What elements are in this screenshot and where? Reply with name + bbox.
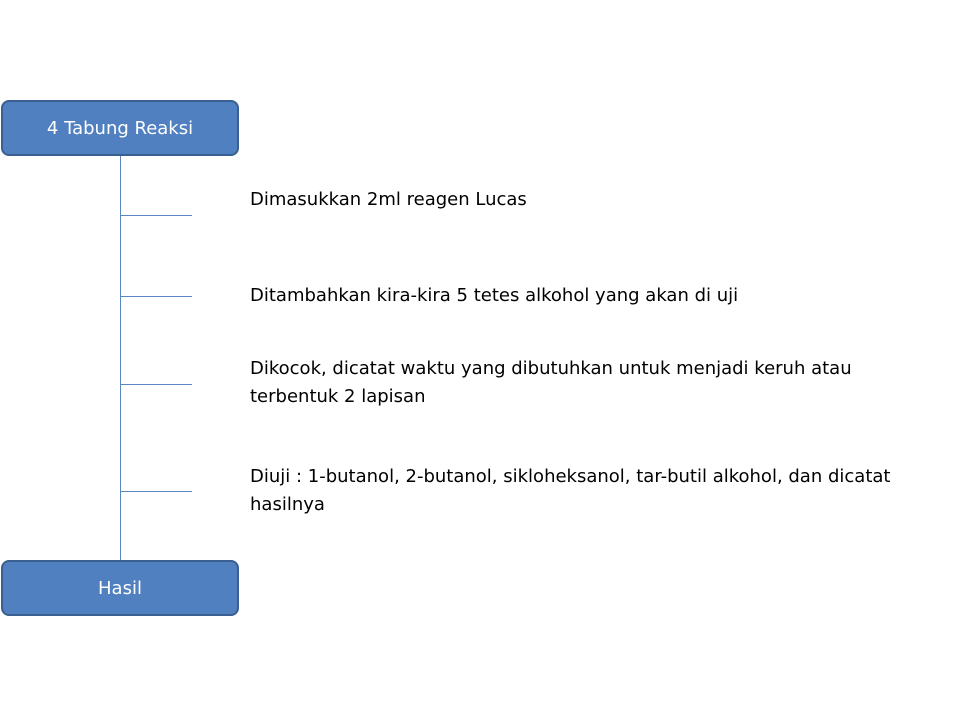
step-2-text: Ditambahkan kira-kira 5 tetes alkohol yang akan di uji — [250, 285, 739, 306]
connector-branch-4 — [120, 491, 192, 492]
end-node: Hasil — [1, 560, 239, 616]
step-1-text: Dimasukkan 2ml reagen Lucas — [250, 189, 527, 210]
start-node: 4 Tabung Reaksi — [1, 100, 239, 156]
connector-branch-1 — [120, 215, 192, 216]
step-3-text: Dikocok, dicatat waktu yang dibutuhkan untuk menjadi keruh atau terbentuk 2 lapisan — [250, 358, 852, 407]
connector-vertical — [120, 156, 121, 560]
connector-branch-2 — [120, 296, 192, 297]
connector-branch-3 — [120, 384, 192, 385]
step-4-text: Diuji : 1-butanol, 2-butanol, sikloheksanol, tar-butil alkohol, dan dicatat hasilnya — [250, 466, 891, 515]
